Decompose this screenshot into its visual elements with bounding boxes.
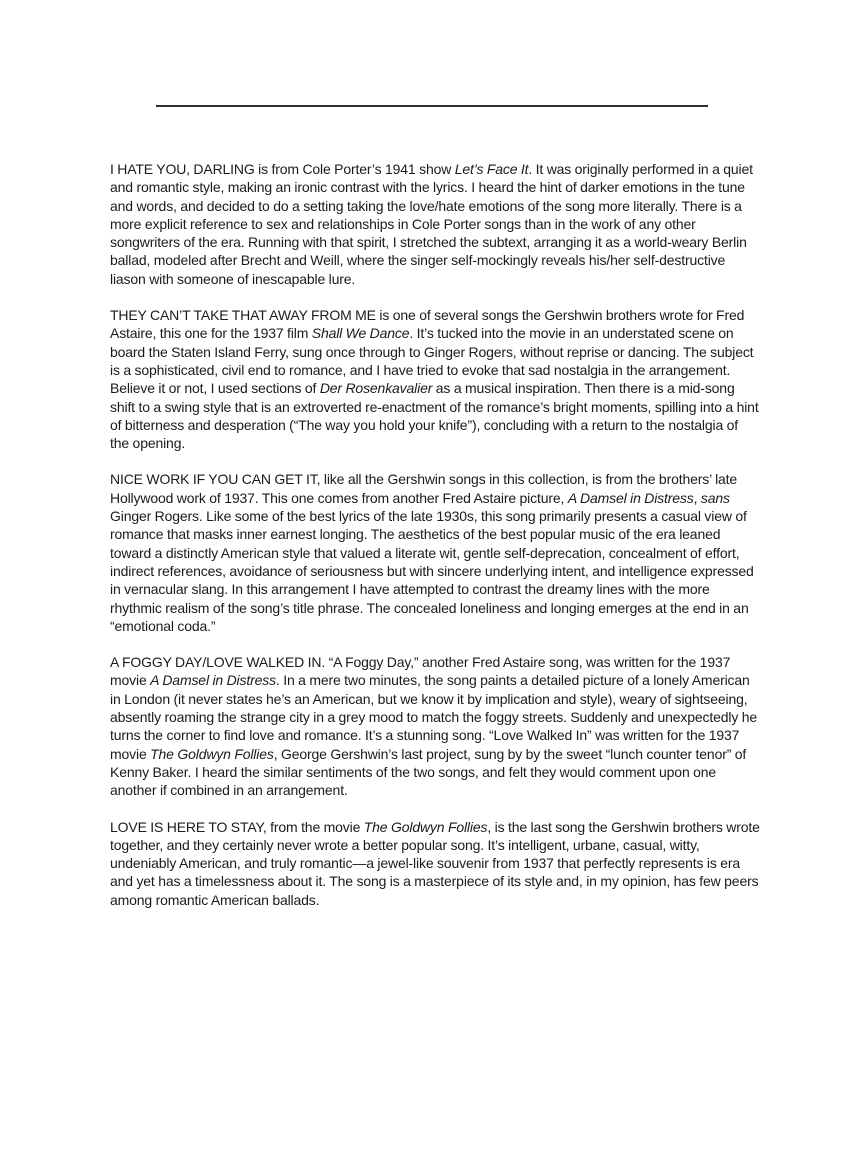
italic-text-run: A Damsel in Distress bbox=[567, 489, 694, 506]
text-run: , is the last song the Gershwin brothers wrote together, and they certainly never wrote a better popular song. It’s intelligent, urbane, casual, witty, undeniably American, and truly romantic—a jewel-like souvenir from 1937 that perfectly represents is era and yet has a timelessness about it. The song is a masterpiece of its style and, in my opinion, has few peers among romantic American ballads. bbox=[110, 818, 760, 908]
text-run: . It’s tucked into the movie in an understated scene on board the Staten Island Ferry, sung once through to Ginger Rogers, without reprise or dancing. The subject is a sophisticated, civil end to romance, and I have tried to evoke that sad nostalgia in the arrangement. Believe it or not, I used sections of bbox=[110, 325, 754, 397]
text-run: as a musical inspiration. Then there is a mid-song shift to a swing style that is an extroverted re-enactment of the romance’s bright moments, spilling into a hint of bitterness and desperation (“The way you hold your knife”), concluding with a return to the nostalgia of the opening. bbox=[110, 380, 759, 452]
paragraph bbox=[110, 160, 760, 288]
text-run: THEY CAN’T TAKE THAT AWAY FROM ME is one of several songs the Gershwin brothers wrote for Fred Astaire, this one for the 1937 film bbox=[110, 307, 745, 342]
paragraphs-container bbox=[110, 160, 760, 927]
paragraph bbox=[110, 653, 760, 799]
italic-text-run: Let’s Face It bbox=[454, 161, 529, 177]
text-run: I HATE YOU, DARLING is from Cole Porter’s 1941 show bbox=[110, 161, 455, 177]
italic-text-run: The Goldwyn Follies bbox=[363, 818, 488, 835]
italic-text-run: A Damsel in Distress bbox=[150, 672, 276, 689]
italic-text-run: Der Rosenkavalier bbox=[319, 380, 433, 397]
paragraph bbox=[110, 306, 760, 452]
paragraph bbox=[110, 818, 760, 909]
text-run: LOVE IS HERE TO STAY, from the movie bbox=[110, 818, 364, 835]
paragraph bbox=[110, 470, 760, 635]
top-divider-rule bbox=[156, 105, 708, 107]
text-run: , bbox=[693, 489, 701, 506]
text-run: , George Gershwin’s last project, sung by by the sweet “lunch counter tenor” of Kenny Baker. I heard the similar sentiments of the two songs, and felt they would comment upon one another if combined in an arrangement. bbox=[110, 745, 747, 799]
italic-text-run: Shall We Dance bbox=[311, 325, 410, 342]
italic-text-run: sans bbox=[700, 489, 730, 506]
text-run: . It was originally performed in a quiet and romantic style, making an ironic contrast with the lyrics. I heard the hint of darker emotions in the tune and words, and decided to do a setting taking the love/hate emotions of the song more literally. There is a more explicit reference to sex and relationships in Cole Porter songs than in the work of any other songwriters of the era. Running with that spirit, I stretched the subtext, arranging it as a world-weary Berlin ballad, modeled after Brecht and Weill, where the singer self-mockingly reveals his/her self-destructive liason with someone of inescapable lure. bbox=[110, 161, 753, 287]
text-run: NICE WORK IF YOU CAN GET IT, like all the Gershwin songs in this collection, is from the brothers’ late Hollywood work of 1937. This one comes from another Fred Astaire picture, bbox=[110, 471, 738, 506]
italic-text-run: The Goldwyn Follies bbox=[150, 745, 274, 762]
text-run: Ginger Rogers. Like some of the best lyrics of the late 1930s, this song primarily presents a casual view of romance that masks inner earnest longing. The aesthetics of the best popular music of the era leaned toward a distinctly American style that valued a literate wit, gentle self-deprecation, concealment of effort, indirect references, avoidance of seriousness but with sincere underlying intent, and intelligence expressed in vernacular slang. In this arrangement I have attempted to contrast the dreamy lines with the more rhythmic realism of the song’s title phrase. The concealed loneliness and longing emerges at the end in an “emotional coda.” bbox=[110, 508, 754, 634]
text-run: A FOGGY DAY/LOVE WALKED IN. “A Foggy Day,” another Fred Astaire song, was written for the 1937 movie bbox=[110, 654, 731, 689]
text-run: . In a mere two minutes, the song paints a detailed picture of a lonely American in London (it never states he’s an American, but we know it by implication and style), weary of sightseeing, absently roaming the strange city in a grey mood to match the foggy streets. Suddenly and unexpectedly he turns the corner to find love and romance. It’s a stunning song. “Love Walked In” was written for the 1937 movie bbox=[110, 672, 758, 762]
